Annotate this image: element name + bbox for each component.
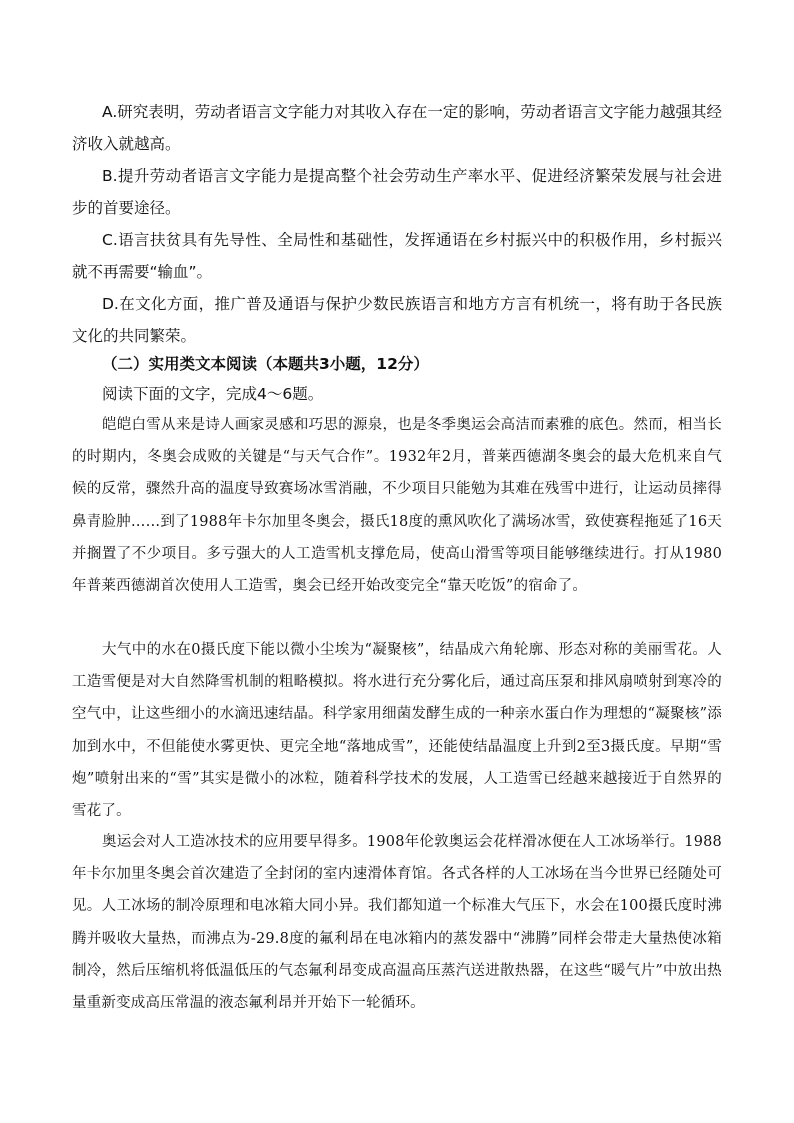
passage-paragraph-1: 皑皑白雪从来是诗人画家灵感和巧思的源泉，也是冬季奥运会高洁而素雅的底色。然而，相当长的时期内，冬奥会成败的关键是“与天气合作”。1932年2月，普莱西德湖冬奥会的最大危机来自气候的反常，骤然升高的温度导致赛场冰雪消融，不少项目只能勉为其难在残雪中进行，让运动员摔得鼻青脸肿……到了1988年卡尔加里冬奥会，摄氏18度的熏风吹化了满场冰雪，致使赛程拖延了16天并搁置了不少项目。多亏强大的人工造雪机支撑危局，使高山滑雪等项目能够继续进行。打从1980年普莱西德湖首次使用人工造雪，奥会已经开始改变完全“靠天吃饭”的宿命了。	[72, 417, 722, 595]
option-d: D.在文化方面，推广普及通语与保护少数民族语言和地方方言有机统一，将有助于各民族文化的共同繁荣。	[72, 295, 722, 345]
option-c: C.语言扶贫具有先导性、全局性和基础性，发挥通语在乡村振兴中的积极作用，乡村振兴就不再需要“输血”。	[72, 231, 722, 281]
reading-instruction: 阅读下面的文字，完成4～6题。	[102, 385, 324, 403]
option-b: B.提升劳动者语言文字能力是提高整个社会劳动生产率水平、促进经济繁荣发展与社会进步的首要途径。	[72, 167, 722, 217]
option-a: A.研究表明，劳动者语言文字能力对其收入存在一定的影响，劳动者语言文字能力越强其经济收入就越高。	[72, 103, 722, 153]
passage-paragraph-3: 奥运会对人工造冰技术的应用要早得多。1908年伦敦奥运会花样滑冰便在人工冰场举行。1988年卡尔加里冬奥会首次建造了全封闭的室内速滑体育馆。各式各样的人工冰场在当今世界已经随处可见。人工冰场的制冷原理和电冰箱大同小异。我们都知道一个标准大气压下，水会在100摄氏度时沸腾并吸收大量热，而沸点为-29.8度的氟利昂在电冰箱内的蒸发器中“沸腾”同样会带走大量热使冰箱制冷，然后压缩机将低温低压的气态氟利昂变成高温高压蒸汽送进散热器，在这些“暖气片”中放出热量重新变成高压常温的液态氟利昂并开始下一轮循环。	[72, 834, 722, 1012]
section-heading: （二）实用类文本阅读（本题共3小题，12分）	[102, 355, 429, 373]
passage-paragraph-2: 大气中的水在0摄氏度下能以微小尘埃为“凝聚核”，结晶成六角轮廓、形态对称的美丽雪花。人工造雪便是对大自然降雪机制的粗略模拟。将水进行充分雾化后，通过高压泵和排风扇喷射到寒冷的空气中，让这些细小的水滴迅速结晶。科学家用细菌发酵生成的一种亲水蛋白作为理想的“凝聚核”添加到水中，不但能使水雾更快、更完全地“落地成雪”，还能使结晶温度上升到2至3摄氏度。早期“雪炮”喷射出来的“雪”其实是微小的冰粒，随着科学技术的发展，人工造雪已经越来越接近于自然界的雪花了。	[72, 642, 722, 820]
